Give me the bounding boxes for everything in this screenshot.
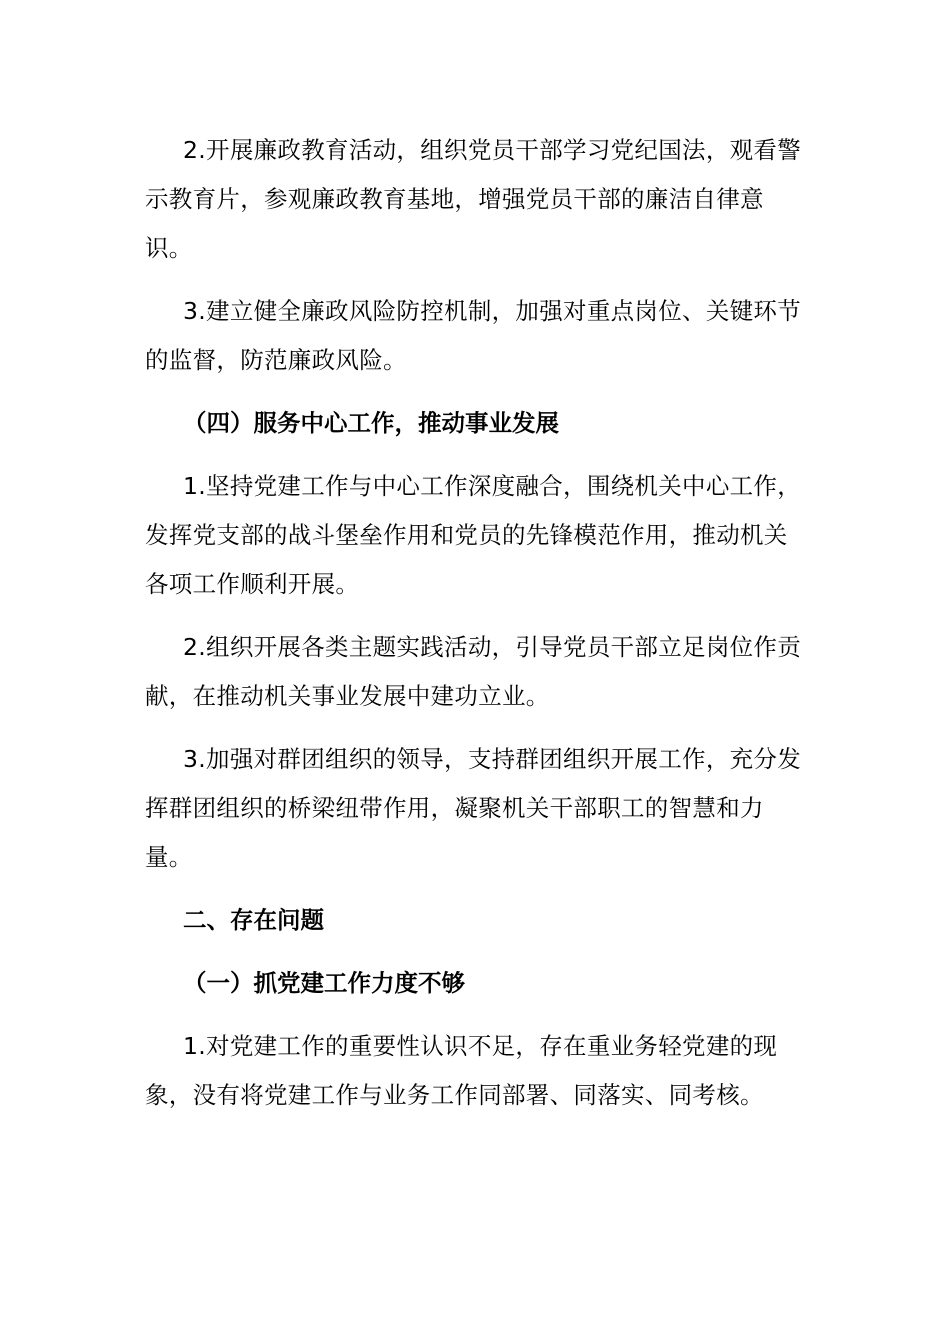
paragraph-awareness: 1.对党建工作的重要性认识不足，存在重业务轻党建的现象，没有将党建工作与业务工作同部署、同落实、同考核。 [145, 1032, 778, 1109]
paragraph-risk-control: 3.建立健全廉政风险防控机制，加强对重点岗位、关键环节的监督，防范廉政风险。 [145, 297, 802, 374]
paragraph-mass-organizations: 3.加强对群团组织的领导，支持群团组织开展工作，充分发挥群团组织的桥梁纽带作用，凝聚机关干部职工的智慧和力量。 [145, 745, 802, 871]
chapter-heading-problems: 二、存在问题 [183, 906, 324, 934]
paragraph-clean-education: 2.开展廉政教育活动，组织党员干部学习党纪国法，观看警示教育片，参观廉政教育基地，增强党员干部的廉洁自律意识。 [145, 136, 802, 262]
section-heading-insufficient-effort: （一）抓党建工作力度不够 [183, 969, 465, 997]
document-body [145, 126, 810, 1134]
section-heading-serve-center: （四）服务中心工作，推动事业发展 [183, 409, 559, 437]
paragraph-integration: 1.坚持党建工作与中心工作深度融合，围绕机关中心工作，发挥党支部的战斗堡垒作用和党员的先锋模范作用，推动机关各项工作顺利开展。 [145, 472, 802, 598]
paragraph-practice-activities: 2.组织开展各类主题实践活动，引导党员干部立足岗位作贡献，在推动机关事业发展中建功立业。 [145, 633, 802, 710]
